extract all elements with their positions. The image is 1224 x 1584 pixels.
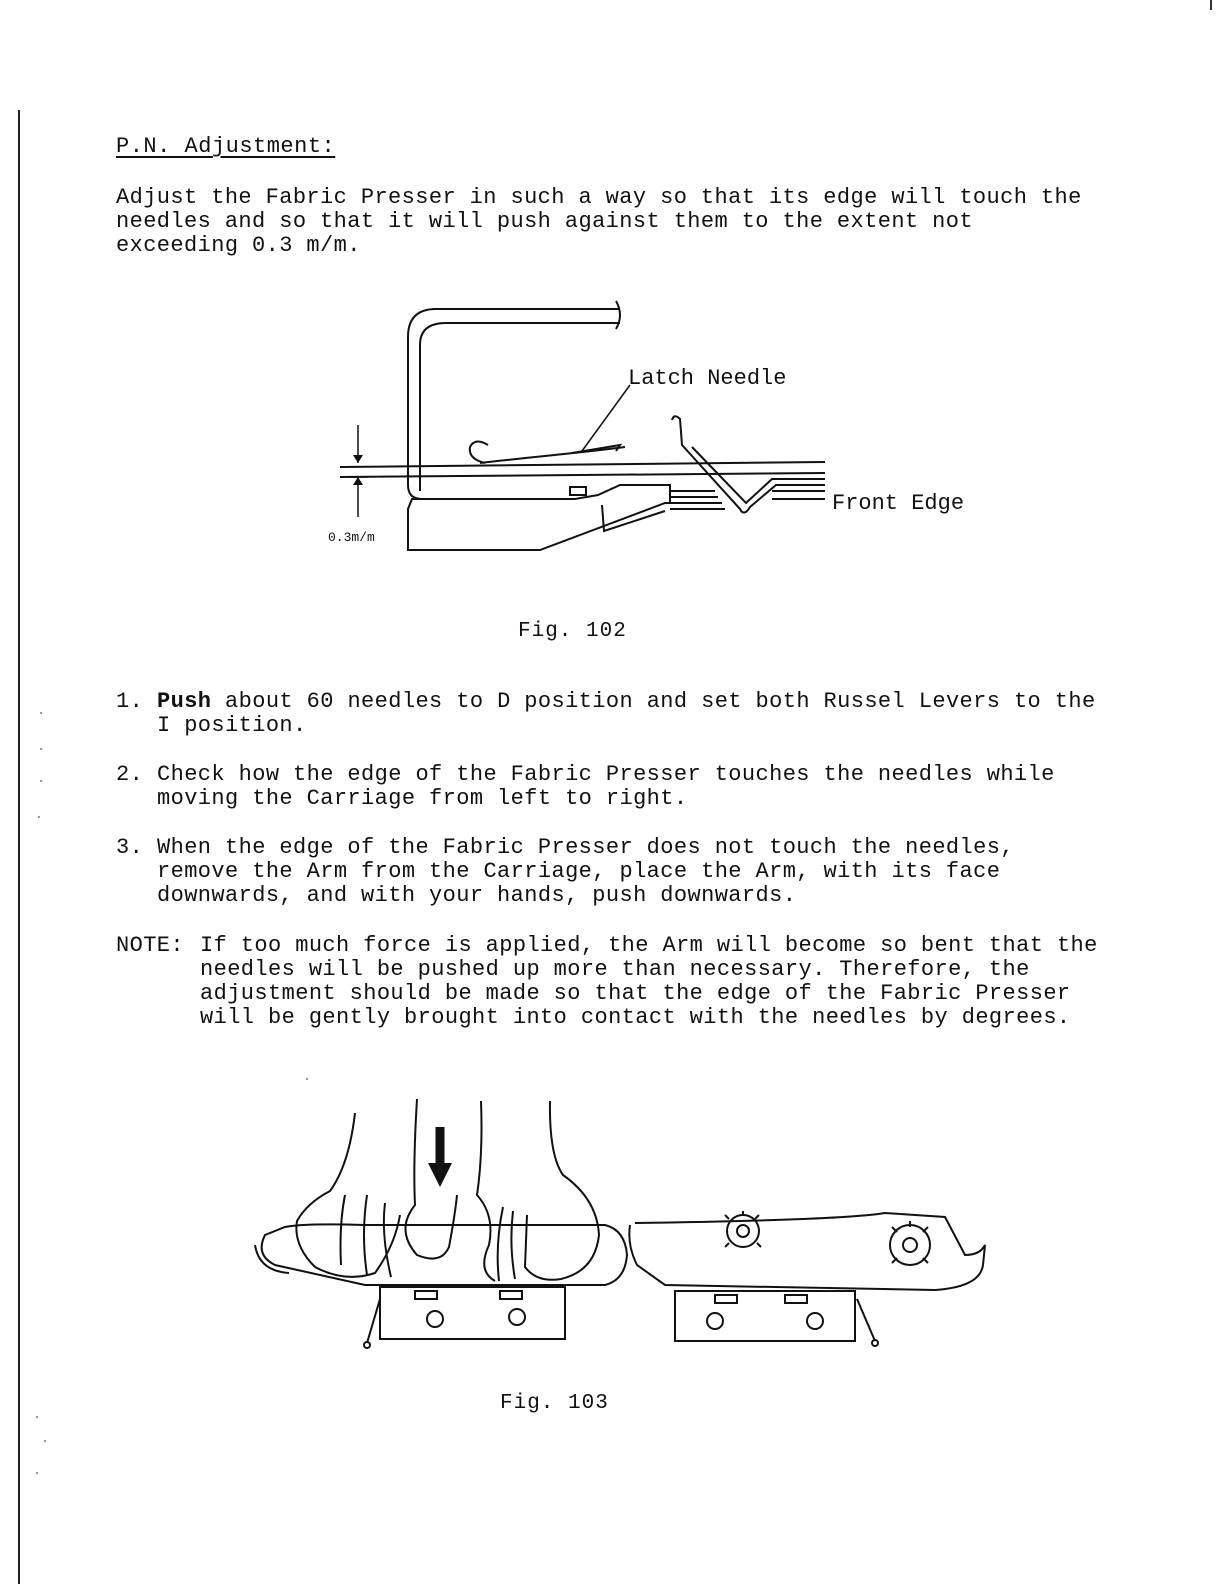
figure-103-illustration (245, 1095, 1005, 1360)
scan-speck (306, 1078, 308, 1080)
bed-line-lower (340, 473, 825, 477)
step-number: 3. (116, 835, 144, 860)
step-text: about 60 needles to D position and set both Russel Levers to the I position. (157, 689, 1096, 738)
force-arrow-head (428, 1163, 452, 1187)
step-number: 2. (116, 762, 144, 787)
latch-needle (470, 441, 625, 463)
carriage-left-box (380, 1287, 565, 1339)
scan-speck (36, 1472, 38, 1474)
scan-speck (44, 1440, 46, 1442)
front-edge-label: Front Edge (832, 491, 965, 516)
scan-speck (40, 712, 42, 714)
scan-speck (40, 748, 42, 750)
step-item (116, 763, 1106, 811)
center-hand (405, 1099, 495, 1281)
note-text: If too much force is applied, the Arm will become so bent that the needles will be pushed up more than necessary. Therefore, the adjustment should be made so that the edge of the Fabric Presser will be gently brought into contact with the needles by degrees. (200, 933, 1098, 1030)
step-item (116, 836, 1106, 908)
arm-right-body (629, 1213, 985, 1290)
corner-mark (1210, 0, 1212, 10)
small-block (570, 487, 586, 495)
latch-needle-label: Latch Needle (628, 366, 787, 391)
dimension-arrow-up (353, 477, 363, 485)
intro-paragraph: Adjust the Fabric Presser in such a way so that its edge will touch the needles and so that it will push against them to the extent not exceeding 0.3 m/m. (116, 185, 1082, 258)
left-hand (296, 1113, 400, 1277)
latch-needle-leader (582, 385, 630, 451)
gear-1 (727, 1215, 759, 1247)
step-list (116, 690, 1106, 933)
carriage-slot (602, 505, 665, 531)
carriage-right-box (675, 1291, 855, 1341)
step-text: When the edge of the Fabric Presser does not touch the needles, remove the Arm from the Carriage, place the Arm, with its face downwards, and with your hands, push downwards. (157, 835, 1014, 908)
presser-arm-end (616, 301, 620, 329)
note-block (116, 934, 1106, 1030)
dimension-arrow-down (353, 455, 363, 463)
step-text: Check how the edge of the Fabric Presser touches the needles while moving the Carriage from left to right. (157, 762, 1055, 811)
scan-speck (38, 816, 40, 818)
bed-line-top (340, 462, 825, 467)
scan-speck (36, 1416, 38, 1418)
step-number: 1. (116, 689, 144, 714)
figure-103-caption: Fig. 103 (500, 1392, 609, 1415)
step-lead: Push (157, 689, 212, 714)
right-hand (498, 1101, 599, 1281)
step-item (116, 690, 1106, 738)
cam-guide-inner (692, 447, 825, 503)
note-label: NOTE: (116, 933, 185, 958)
carriage-base (408, 485, 670, 550)
presser-arm (408, 309, 620, 499)
binding-line (18, 110, 20, 1584)
figure-102-caption: Fig. 102 (518, 620, 627, 643)
scan-speck (40, 780, 42, 782)
measure-label: 0.3m/m (328, 530, 375, 545)
section-heading: P.N. Adjustment: (116, 134, 336, 159)
figure-102-diagram (320, 295, 1020, 565)
